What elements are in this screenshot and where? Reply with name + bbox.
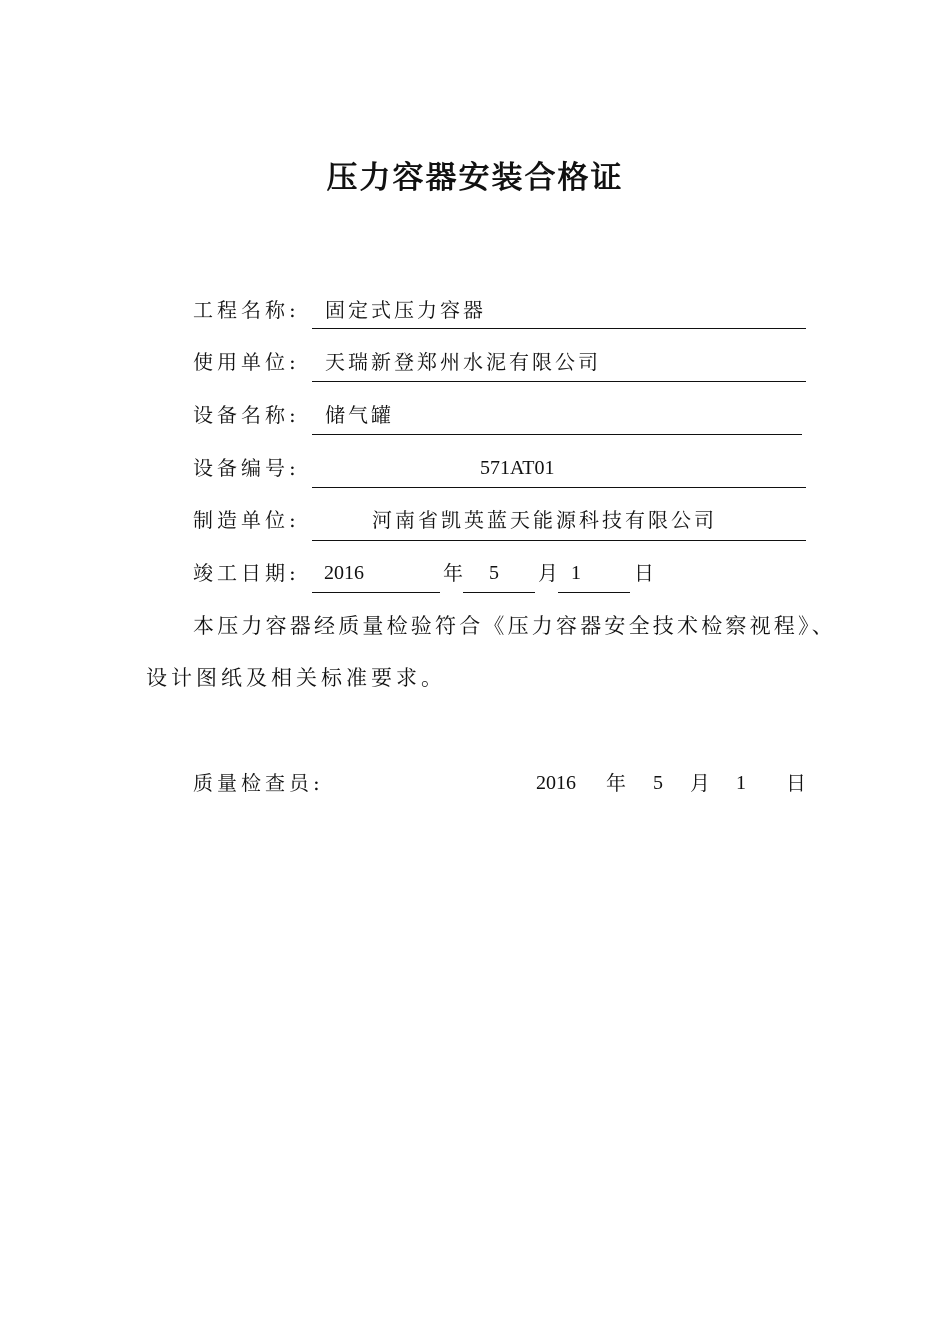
inspector-label: 质量检查员: bbox=[193, 771, 324, 795]
equipment-serial-value: 571AT01 bbox=[480, 457, 555, 479]
page-title: 压力容器安装合格证 bbox=[326, 160, 624, 196]
inspection-month: 5 bbox=[653, 772, 663, 794]
user-unit-value: 天瑞新登郑州水泥有限公司 bbox=[325, 350, 601, 374]
manufacturer-label: 制造单位: bbox=[193, 508, 300, 532]
completion-date-label: 竣工日期: bbox=[193, 561, 300, 585]
completion-month-underline bbox=[463, 592, 535, 593]
inspection-day: 1 bbox=[736, 772, 746, 794]
user-unit-underline bbox=[312, 381, 806, 382]
equipment-name-label: 设备名称: bbox=[193, 403, 300, 427]
year-unit: 年 bbox=[443, 561, 463, 585]
equipment-name-value: 储气罐 bbox=[325, 403, 394, 427]
completion-year-underline bbox=[312, 592, 440, 593]
completion-day-underline bbox=[558, 592, 630, 593]
inspection-day-unit: 日 bbox=[786, 771, 806, 795]
equipment-serial-underline bbox=[312, 487, 806, 488]
inspection-month-unit: 月 bbox=[690, 771, 710, 795]
inspection-year-unit: 年 bbox=[606, 771, 626, 795]
manufacturer-value: 河南省凯英蓝天能源科技有限公司 bbox=[372, 508, 717, 532]
equipment-name-underline bbox=[312, 434, 802, 435]
statement-line-2: 设计图纸及相关标准要求。 bbox=[146, 666, 446, 690]
completion-month: 5 bbox=[489, 562, 499, 584]
inspection-year: 2016 bbox=[536, 772, 576, 794]
project-name-value: 固定式压力容器 bbox=[325, 298, 486, 322]
completion-year: 2016 bbox=[324, 562, 364, 584]
statement-line-1: 本压力容器经质量检验符合《压力容器安全技术检察视程》、 bbox=[193, 614, 836, 638]
manufacturer-underline bbox=[312, 540, 806, 541]
day-unit: 日 bbox=[634, 561, 654, 585]
completion-day: 1 bbox=[571, 562, 581, 584]
project-name-underline bbox=[312, 328, 806, 329]
project-name-label: 工程名称: bbox=[193, 298, 300, 322]
user-unit-label: 使用单位: bbox=[193, 350, 300, 374]
month-unit: 月 bbox=[538, 561, 558, 585]
equipment-serial-label: 设备编号: bbox=[193, 456, 300, 480]
